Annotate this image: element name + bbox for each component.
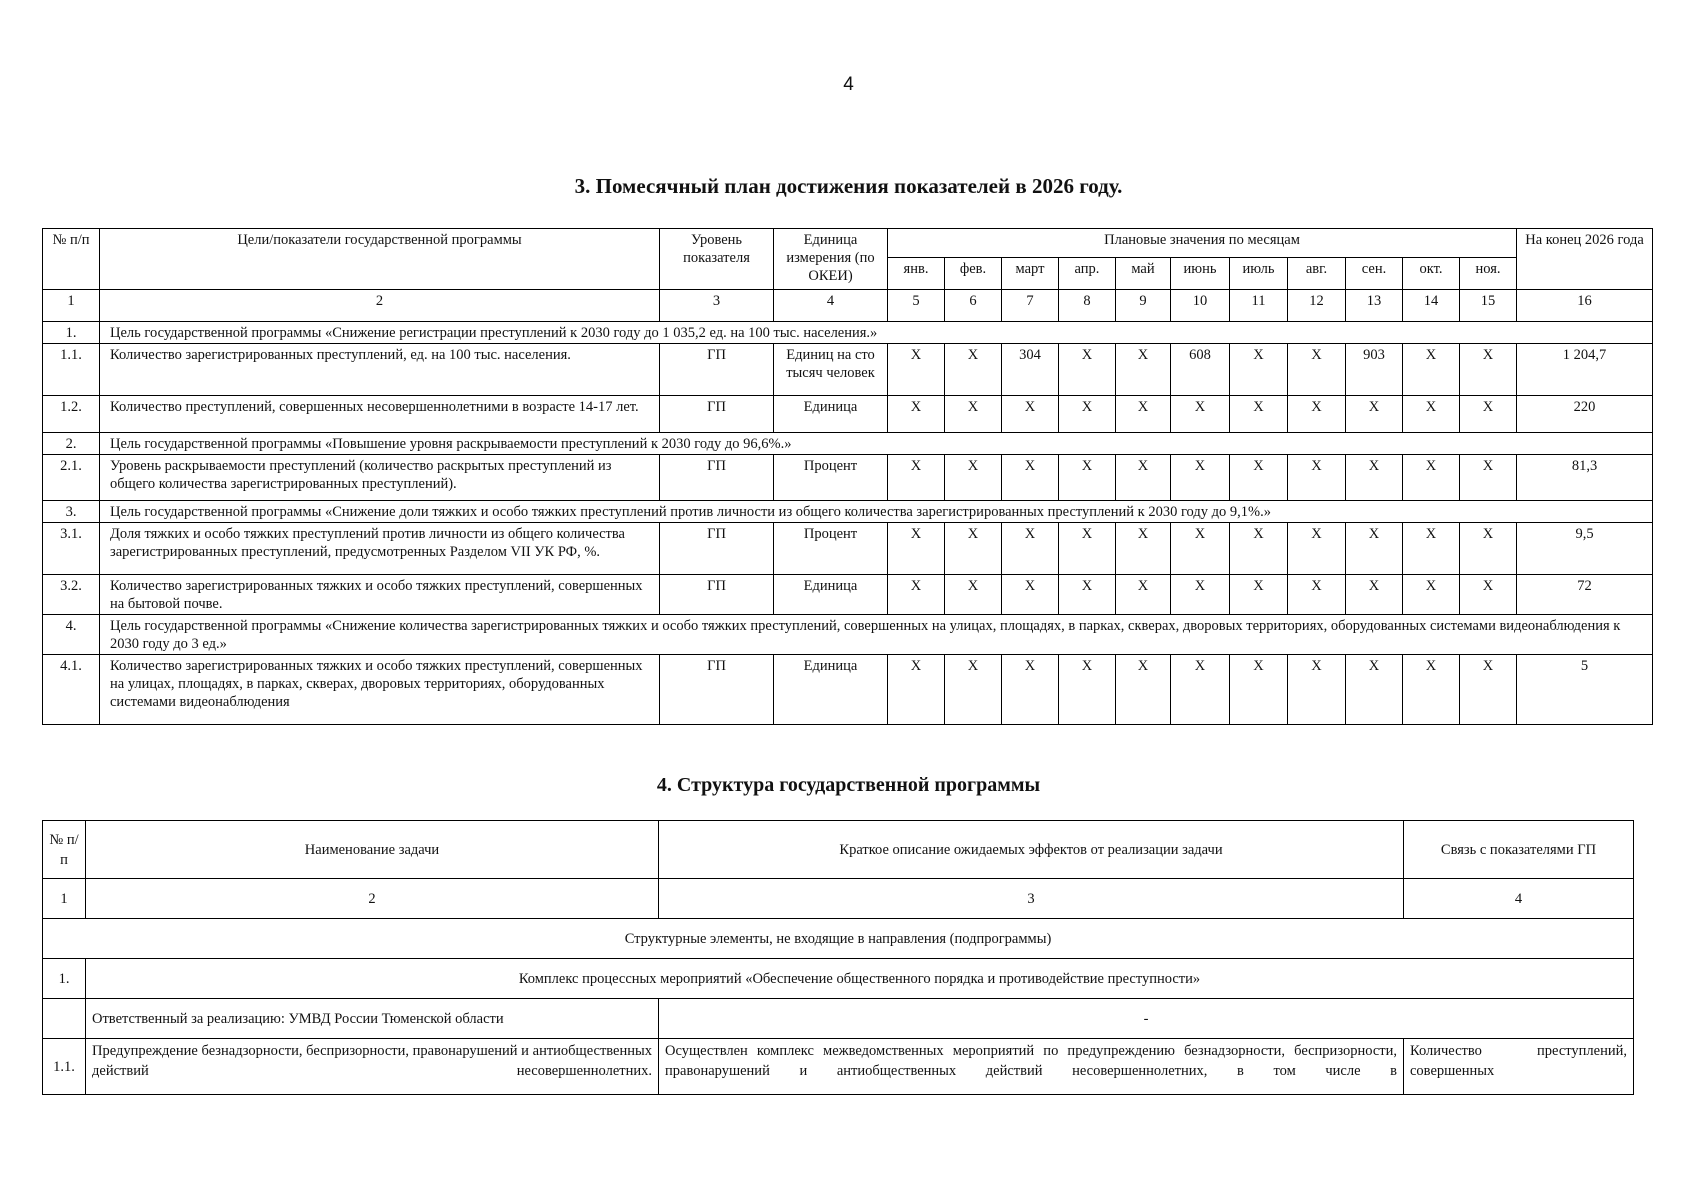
month-value: X	[1288, 523, 1346, 575]
row-num: 4.	[43, 615, 100, 655]
indicator-row	[43, 655, 1653, 725]
indicator-unit: Единица	[774, 655, 888, 725]
month-value: X	[1116, 455, 1171, 501]
col-number: 9	[1116, 290, 1171, 322]
section-4-title: 4. Структура государственной программы	[656, 774, 1041, 796]
indicator-level: ГП	[660, 344, 774, 396]
month-value: X	[1403, 455, 1460, 501]
month-value: X	[1230, 523, 1288, 575]
program-structure-table	[42, 820, 1634, 1095]
header-effects: Краткое описание ожидаемых эффектов от реализации задачи	[659, 821, 1404, 879]
month-value: X	[888, 655, 945, 725]
section-3-title: 3. Помесячный план достижения показателей в 2026 году.	[574, 174, 1123, 198]
month-value: X	[1288, 655, 1346, 725]
year-end-value: 81,3	[1517, 455, 1653, 501]
row-num: 2.	[43, 433, 100, 455]
row-num: 2.1.	[43, 455, 100, 501]
month-value: X	[1403, 655, 1460, 725]
month-value: X	[1059, 655, 1116, 725]
col-number: 14	[1403, 290, 1460, 322]
month-value: X	[1346, 575, 1403, 615]
month-header: март	[1002, 258, 1059, 290]
indicator-level: ГП	[660, 523, 774, 575]
indicator-unit: Единиц на сто тысяч человек	[774, 344, 888, 396]
month-value: X	[1288, 396, 1346, 433]
row-num: 1.2.	[43, 396, 100, 433]
month-value: X	[1230, 455, 1288, 501]
indicator-unit: Процент	[774, 523, 888, 575]
month-value: X	[1230, 575, 1288, 615]
task-indicator-link: Количество преступлений, совершенных	[1404, 1039, 1634, 1095]
month-value: X	[1171, 396, 1230, 433]
month-value: X	[1002, 396, 1059, 433]
col-number: 11	[1230, 290, 1288, 322]
month-value: X	[888, 455, 945, 501]
month-value: X	[888, 523, 945, 575]
row-num: 1.	[43, 322, 100, 344]
col-number: 2	[86, 879, 659, 919]
goal-text: Цель государственной программы «Повышение уровня раскрываемости преступлений к 2030 году до 96,6%.»	[100, 433, 1653, 455]
month-value: X	[1059, 575, 1116, 615]
header-link: Связь с показателями ГП	[1404, 821, 1634, 879]
month-value: X	[1403, 344, 1460, 396]
year-end-value: 9,5	[1517, 523, 1653, 575]
month-value: X	[888, 396, 945, 433]
row-num: 3.	[43, 501, 100, 523]
month-header: ноя.	[1460, 258, 1517, 290]
year-end-value: 1 204,7	[1517, 344, 1653, 396]
month-value: X	[1460, 396, 1517, 433]
col-number: 4	[1404, 879, 1634, 919]
header-num: № п/п	[43, 821, 86, 879]
month-value: X	[1116, 344, 1171, 396]
month-value: X	[1403, 396, 1460, 433]
indicator-name: Уровень раскрываемости преступлений (количество раскрытых преступлений из общего количества зарегистрированных преступлений).	[100, 455, 660, 501]
col-number: 3	[660, 290, 774, 322]
indicator-name: Количество преступлений, совершенных несовершеннолетними в возрасте 14-17 лет.	[100, 396, 660, 433]
goal-row	[43, 433, 1653, 455]
month-value: X	[1346, 396, 1403, 433]
month-value: X	[945, 655, 1002, 725]
indicator-name: Количество зарегистрированных преступлений, ед. на 100 тыс. населения.	[100, 344, 660, 396]
col-number: 8	[1059, 290, 1116, 322]
row-num: 3.2.	[43, 575, 100, 615]
indicator-level: ГП	[660, 455, 774, 501]
indicator-unit: Процент	[774, 455, 888, 501]
month-value: X	[1002, 455, 1059, 501]
month-value: X	[1460, 523, 1517, 575]
month-value: X	[1460, 655, 1517, 725]
month-value: X	[1288, 455, 1346, 501]
complex-title: Комплекс процессных мероприятий «Обеспечение общественного порядка и противодействие преступности»	[86, 959, 1634, 999]
header-months-group: Плановые значения по месяцам	[888, 229, 1517, 258]
month-value: X	[1002, 575, 1059, 615]
col-number: 4	[774, 290, 888, 322]
month-value: X	[888, 344, 945, 396]
row-num: 4.1.	[43, 655, 100, 725]
month-value: X	[1230, 344, 1288, 396]
col-number: 15	[1460, 290, 1517, 322]
month-value: X	[1116, 655, 1171, 725]
indicator-row	[43, 344, 1653, 396]
month-value: X	[1460, 455, 1517, 501]
col-number: 6	[945, 290, 1002, 322]
month-header: сен.	[1346, 258, 1403, 290]
goal-row	[43, 615, 1653, 655]
col-number: 7	[1002, 290, 1059, 322]
indicator-name: Доля тяжких и особо тяжких преступлений против личности из общего количества зарегистрированных преступлений, предусмотренных Разделом VII УК РФ, %.	[100, 523, 660, 575]
month-value: X	[1171, 523, 1230, 575]
month-value: X	[945, 396, 1002, 433]
task-num: 1.1.	[43, 1039, 86, 1095]
month-value: X	[1171, 575, 1230, 615]
header-name: Цели/показатели государственной программы	[100, 229, 660, 290]
goal-text: Цель государственной программы «Снижение регистрации преступлений к 2030 году до 1 035,2 ед. на 100 тыс. населения.»	[100, 322, 1653, 344]
structural-elements-note: Структурные элементы, не входящие в направления (подпрограммы)	[43, 919, 1634, 959]
month-value: X	[945, 344, 1002, 396]
empty-cell	[43, 999, 86, 1039]
month-value: X	[1116, 396, 1171, 433]
goal-row	[43, 322, 1653, 344]
indicator-row	[43, 575, 1653, 615]
month-header: июнь	[1171, 258, 1230, 290]
indicator-level: ГП	[660, 396, 774, 433]
month-value: X	[1171, 455, 1230, 501]
indicator-level: ГП	[660, 655, 774, 725]
col-number: 1	[43, 290, 100, 322]
month-value: X	[1403, 523, 1460, 575]
month-value: X	[1116, 575, 1171, 615]
month-value: X	[1002, 655, 1059, 725]
year-end-value: 5	[1517, 655, 1653, 725]
responsible-label: Ответственный за реализацию: УМВД России Тюменской области	[86, 999, 659, 1039]
month-value: X	[1346, 655, 1403, 725]
col-number: 12	[1288, 290, 1346, 322]
indicator-name: Количество зарегистрированных тяжких и особо тяжких преступлений, совершенных на бытовой почве.	[100, 575, 660, 615]
month-header: фев.	[945, 258, 1002, 290]
header-task: Наименование задачи	[86, 821, 659, 879]
responsible-value: -	[659, 999, 1634, 1039]
row-num: 1.1.	[43, 344, 100, 396]
month-header: май	[1116, 258, 1171, 290]
month-value: X	[1059, 344, 1116, 396]
month-value: X	[945, 523, 1002, 575]
month-value: X	[1288, 575, 1346, 615]
indicator-unit: Единица	[774, 575, 888, 615]
header-unit: Единица измерения (по ОКЕИ)	[774, 229, 888, 290]
month-value: X	[1230, 396, 1288, 433]
col-number: 13	[1346, 290, 1403, 322]
task-effect: Осуществлен комплекс межведомственных мероприятий по предупреждению безнадзорности, беспризорности, правонарушений и антиобщественных действий несовершеннолетних, в том числе в	[659, 1039, 1404, 1095]
goal-text: Цель государственной программы «Снижение количества зарегистрированных тяжких и особо тяжких преступлений, совершенных на улицах, площадях, в парках, скверах, дворовых территориях, оборудованных системами видеонаблюдения к 2030 году до 3 ед.»	[100, 615, 1653, 655]
year-end-value: 72	[1517, 575, 1653, 615]
month-value: X	[1346, 455, 1403, 501]
month-value: X	[1059, 523, 1116, 575]
month-value: 903	[1346, 344, 1403, 396]
month-value: X	[1002, 523, 1059, 575]
indicator-row	[43, 523, 1653, 575]
month-header: янв.	[888, 258, 945, 290]
page-number: 4	[843, 74, 854, 95]
month-header: авг.	[1288, 258, 1346, 290]
month-value: X	[945, 455, 1002, 501]
month-header: окт.	[1403, 258, 1460, 290]
month-value: X	[1230, 655, 1288, 725]
header-level: Уровень показателя	[660, 229, 774, 290]
col-number: 10	[1171, 290, 1230, 322]
col-number: 1	[43, 879, 86, 919]
task-name: Предупреждение безнадзорности, беспризорности, правонарушений и антиобщественных действий несовершеннолетних.	[86, 1039, 659, 1095]
col-number: 5	[888, 290, 945, 322]
month-value: X	[1288, 344, 1346, 396]
goal-text: Цель государственной программы «Снижение доли тяжких и особо тяжких преступлений против личности из общего количества зарегистрированных преступлений к 2030 году до 9,1%.»	[100, 501, 1653, 523]
month-value: X	[888, 575, 945, 615]
month-value: X	[1403, 575, 1460, 615]
goal-row	[43, 501, 1653, 523]
indicator-level: ГП	[660, 575, 774, 615]
month-value: X	[1116, 523, 1171, 575]
month-value: 608	[1171, 344, 1230, 396]
header-year-end: На конец 2026 года	[1517, 229, 1653, 290]
complex-num: 1.	[43, 959, 86, 999]
month-value: X	[1460, 344, 1517, 396]
month-value: X	[1346, 523, 1403, 575]
indicator-row	[43, 396, 1653, 433]
month-value: X	[1460, 575, 1517, 615]
col-number: 3	[659, 879, 1404, 919]
month-header: апр.	[1059, 258, 1116, 290]
indicator-name: Количество зарегистрированных тяжких и особо тяжких преступлений, совершенных на улицах, площадях, в парках, скверах, дворовых территориях, оборудованных системами видеонаблюдения	[100, 655, 660, 725]
indicator-row	[43, 455, 1653, 501]
month-value: X	[1171, 655, 1230, 725]
indicator-unit: Единица	[774, 396, 888, 433]
row-num: 3.1.	[43, 523, 100, 575]
monthly-plan-table	[42, 228, 1653, 725]
col-number: 2	[100, 290, 660, 322]
col-number: 16	[1517, 290, 1653, 322]
month-value: 304	[1002, 344, 1059, 396]
month-value: X	[945, 575, 1002, 615]
month-value: X	[1059, 396, 1116, 433]
year-end-value: 220	[1517, 396, 1653, 433]
month-header: июль	[1230, 258, 1288, 290]
header-num: № п/п	[43, 229, 100, 290]
month-value: X	[1059, 455, 1116, 501]
